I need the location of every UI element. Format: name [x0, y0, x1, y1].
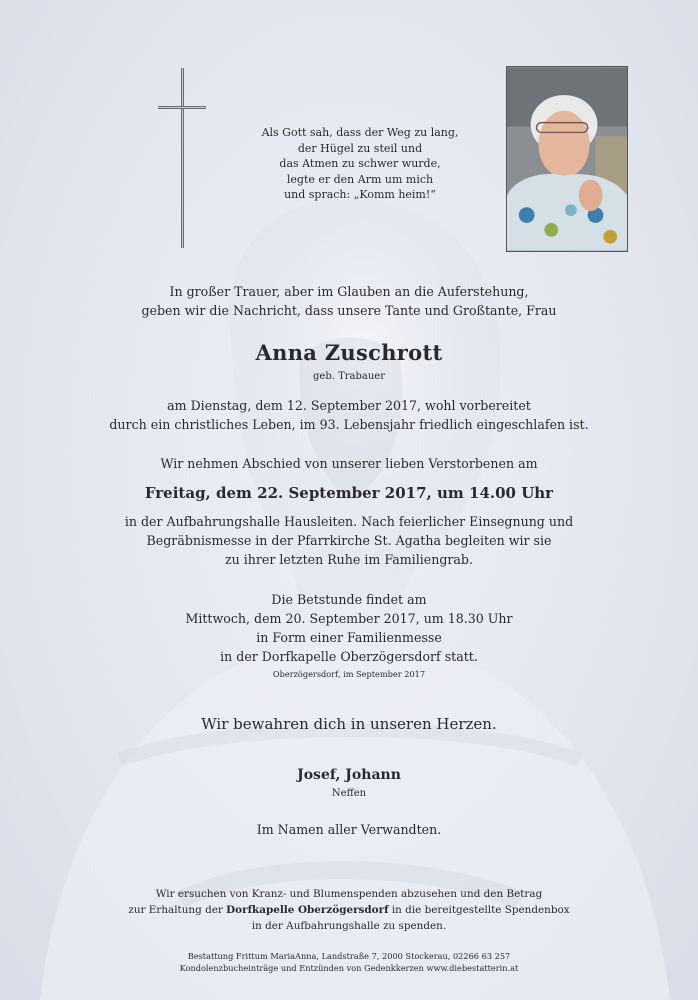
poem: [220, 125, 500, 203]
prayer-line: Mittwoch, dem 20. September 2017, um 18.30 Uhr: [185, 611, 513, 626]
donation-chapel: Dorfkapelle Oberzögersdorf: [226, 904, 389, 916]
donation-line: Wir ersuchen von Kranz- und Blumenspenden abzusehen und den Betrag: [155, 888, 543, 900]
maiden-name: geb. Trabauer: [313, 371, 385, 382]
intro-line: In großer Trauer, aber im Glauben an die Auferstehung,: [169, 284, 529, 299]
cross-icon: [150, 66, 214, 250]
death-notice-line: am Dienstag, dem 12. September 2017, wohl vorbereitet: [167, 398, 531, 413]
poem-line: und sprach: „Komm heim!“: [284, 188, 436, 201]
motto: Wir bewahren dich in unseren Herzen.: [201, 715, 497, 733]
undertaker-line: Bestattung Frittum MariaAnna, Landstraße 7, 2000 Stockerau, 02266 63 257: [187, 951, 511, 961]
signer-relation: Neffen: [331, 788, 367, 799]
place-date: Oberzögersdorf, im September 2017: [272, 669, 426, 679]
donation-text: zur Erhaltung der: [128, 904, 227, 916]
donation-line: in der Aufbahrungshalle zu spenden.: [251, 920, 447, 932]
undertaker-line: Kondolenzbucheinträge und Entzünden von Gedenkkerzen www.diebestatterin.at: [179, 963, 519, 973]
death-notice-line: durch ein christliches Leben, im 93. Lebensjahr friedlich eingeschlafen ist.: [109, 417, 589, 432]
donation-line: [0, 904, 698, 916]
signer-names: Josef, Johann: [297, 767, 401, 783]
funeral-details-line: zu ihrer letzten Ruhe im Familiengrab.: [225, 552, 473, 567]
portrait-photo: [506, 66, 628, 252]
deceased-name: Anna Zuschrott: [255, 340, 443, 365]
prayer-line: in der Dorfkapelle Oberzögersdorf statt.: [220, 649, 478, 664]
relatives-line: Im Namen aller Verwandten.: [256, 822, 442, 837]
funeral-details-line: Begräbnismesse in der Pfarrkirche St. Agatha begleiten wir sie: [146, 533, 552, 548]
poem-line: der Hügel zu steil und: [297, 141, 423, 155]
poem-line: Als Gott sah, dass der Weg zu lang,: [261, 126, 459, 139]
intro-line: geben wir die Nachricht, dass unsere Tante und Großtante, Frau: [141, 303, 557, 318]
farewell-intro: Wir nehmen Abschied von unserer lieben Verstorbenen am: [160, 456, 538, 471]
poem-line: das Atmen zu schwer wurde,: [279, 157, 441, 170]
prayer-line: Die Betstunde findet am: [271, 592, 427, 607]
donation-text: in die bereitgestellte Spendenbox: [388, 904, 570, 916]
prayer-line: in Form einer Familienmesse: [256, 630, 442, 645]
funeral-date: Freitag, dem 22. September 2017, um 14.00 Uhr: [144, 484, 554, 502]
funeral-details-line: in der Aufbahrungshalle Hausleiten. Nach feierlicher Einsegnung und: [124, 514, 574, 529]
poem-line: legte er den Arm um mich: [286, 172, 434, 186]
portrait-image: [507, 67, 627, 251]
